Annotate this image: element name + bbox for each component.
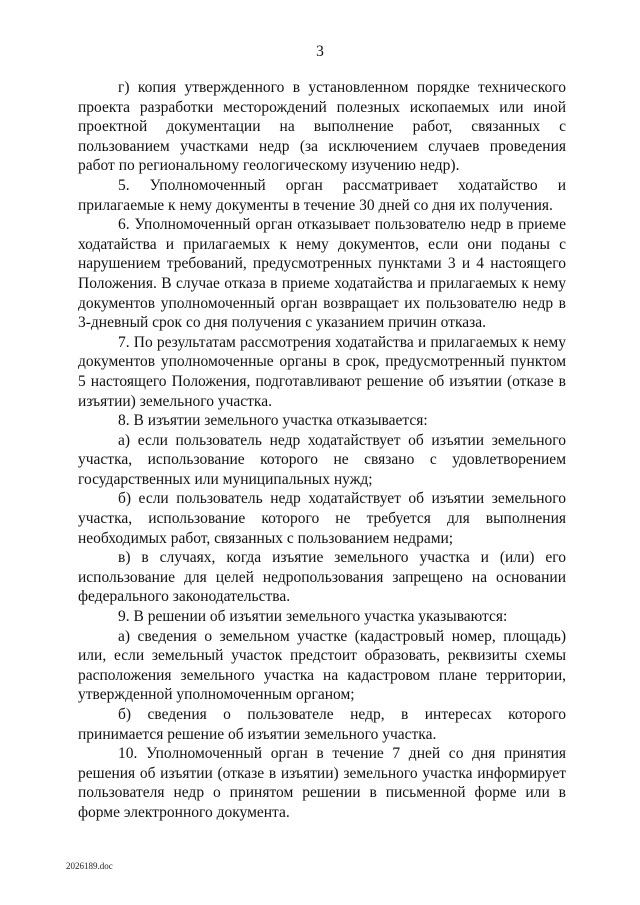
paragraph-8-a: а) если пользователь недр ходатайствует об изъятии земельного участка, использование которого не связано с удовлетворением государственных или муниципальных нужд; bbox=[78, 431, 566, 488]
paragraph-9-b: б) сведения о пользователе недр, в интересах которого принимается решение об изъятии земельного участка. bbox=[78, 706, 566, 743]
paragraph-8: 8. В изъятии земельного участка отказывается: bbox=[118, 412, 428, 430]
paragraph-7: 7. По результатам рассмотрения ходатайства и прилагаемых к нему документов уполномоченные органы в срок, предусмотренный пунктом 5 настоящего Положения, подготавливают решение об изъятии (отказе в изъятии) земельного участка. bbox=[78, 333, 566, 410]
paragraph-6: 6. Уполномоченный орган отказывает пользователю недр в приеме ходатайства и прилагаемых к нему документов, если они поданы с нарушением требований, предусмотренных пунктами 3 и 4 настоящего Положения. В случае отказа в приеме ходатайства и прилагаемых к нему документов уполномоченный орган возвращает их пользователю недр в 3-дневный срок со дня получения с указанием причин отказа. bbox=[78, 216, 566, 332]
document-body bbox=[78, 78, 566, 823]
paragraph-5: 5. Уполномоченный орган рассматривает ходатайство и прилагаемые к нему документы в течение 30 дней со дня их получения. bbox=[78, 176, 566, 214]
paragraph-item-g: г) копия утвержденного в установленном порядке технического проекта разработки месторождений полезных ископаемых или иной проектной документации на выполнение работ, связанных с пользованием участками недр (за исключением случаев проведения работ по региональному геологическому изучению недр). bbox=[78, 79, 566, 175]
footer-filename: 2026189.doc bbox=[66, 861, 113, 871]
paragraph-9: 9. В решении об изъятии земельного участка указываются: bbox=[118, 608, 508, 626]
paragraph-8-b: б) если пользователь недр ходатайствует об изъятии земельного участка, использование которого не требуется для выполнения необходимых работ, связанных с пользованием недрами; bbox=[78, 490, 566, 547]
paragraph-8-v: в) в случаях, когда изъятие земельного участка и (или) его использование для целей недропользования запрещено на основании федерального законодательства. bbox=[78, 549, 566, 606]
paragraph-9-a: а) сведения о земельном участке (кадастровый номер, площадь) или, если земельный участок предстоит образовать, реквизиты схемы расположения земельного участка на кадастровом плане территории, утвержденной уполномоченным органом; bbox=[78, 627, 566, 704]
paragraph-10: 10. Уполномоченный орган в течение 7 дней со дня принятия решения об изъятии (отказе в изъятии) земельного участка информирует пользователя недр о принятом решении в письменной форме или в форме электронного документа. bbox=[78, 745, 566, 821]
page-number: 3 bbox=[316, 43, 324, 60]
